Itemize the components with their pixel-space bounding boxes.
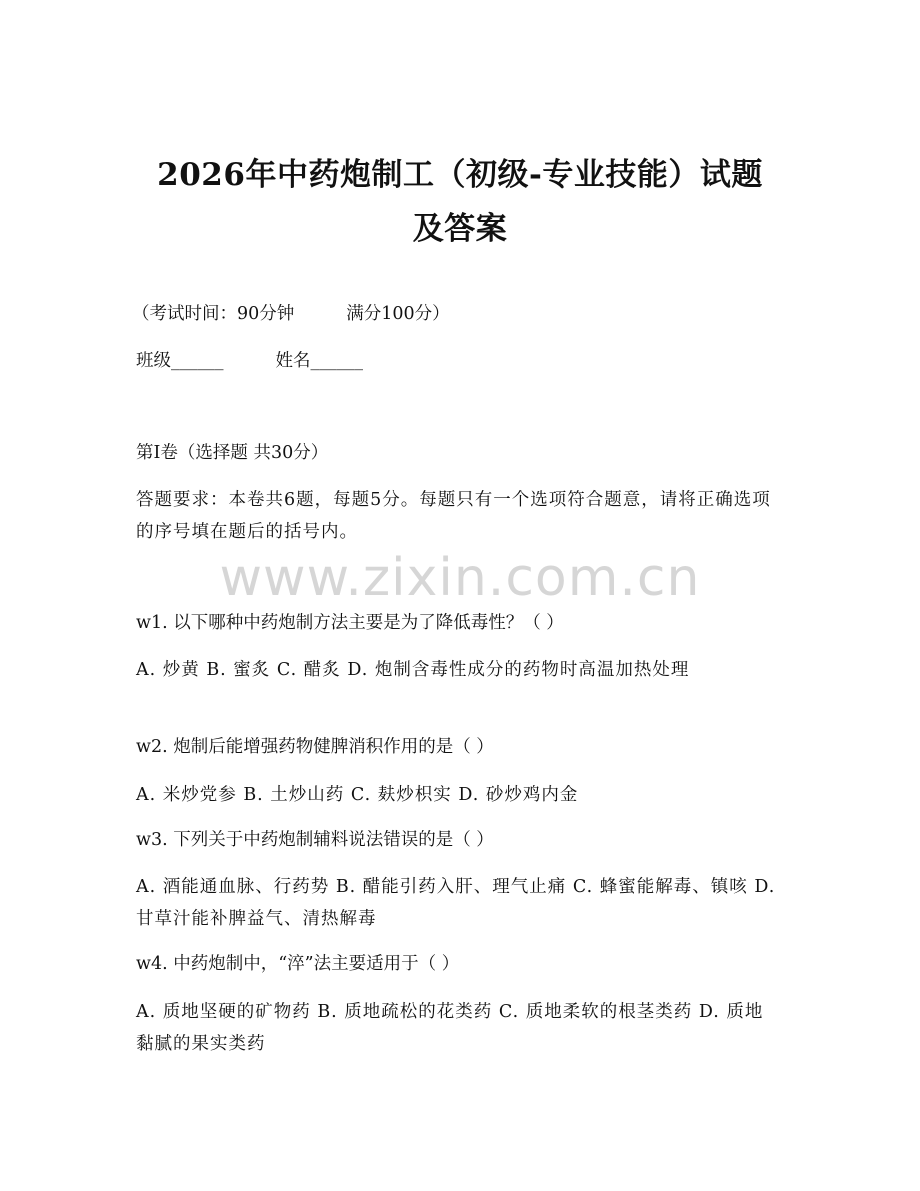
question-4-options: A. 质地坚硬的矿物药 B. 质地疏松的花类药 C. 质地柔软的根茎类药 D. 质地黏腻的果实类药 [136, 1002, 764, 1054]
exam-score: 满分100分） [346, 304, 450, 324]
document-title [90, 148, 830, 256]
title-line-1: 2026年中药炮制工（初级-专业技能）试题 [157, 157, 763, 193]
question-1-stem: w1. 以下哪种中药炮制方法主要是为了降低毒性？（ ） [136, 613, 564, 633]
title-line-2: 及答案 [412, 211, 508, 247]
question-2-options: A. 米炒党参 B. 土炒山药 C. 麸炒枳实 D. 砂炒鸡内金 [136, 785, 579, 805]
question-2-stem: w2. 炮制后能增强药物健脾消积作用的是（ ） [136, 737, 494, 757]
question-1-options: A. 炒黄 B. 蜜炙 C. 醋炙 D. 炮制含毒性成分的药物时高温加热处理 [136, 660, 690, 680]
class-field-label: 班级______ [136, 351, 224, 371]
question-3-options: A. 酒能通血脉、行药势 B. 醋能引药入肝、理气止痛 C. 蜂蜜能解毒、镇咳 D. 甘草汁能补脾益气、清热解毒 [136, 877, 776, 929]
exam-info [132, 296, 782, 333]
section-instructions: 答题要求：本卷共6题，每题5分。每题只有一个选项符合题意，请将正确选项的序号填在题后的括号内。 [136, 490, 771, 542]
section-heading: 第I卷（选择题 共30分） [136, 443, 329, 463]
watermark: www.zixin.com.cn [219, 548, 701, 608]
exam-time: （考试时间：90分钟 [132, 304, 295, 324]
name-field-label: 姓名______ [275, 351, 363, 371]
student-fields [136, 343, 786, 380]
question-4-stem: w4. 中药炮制中，“淬”法主要适用于（ ） [136, 954, 460, 974]
question-3-stem: w3. 下列关于中药炮制辅料说法错误的是（ ） [136, 830, 494, 850]
